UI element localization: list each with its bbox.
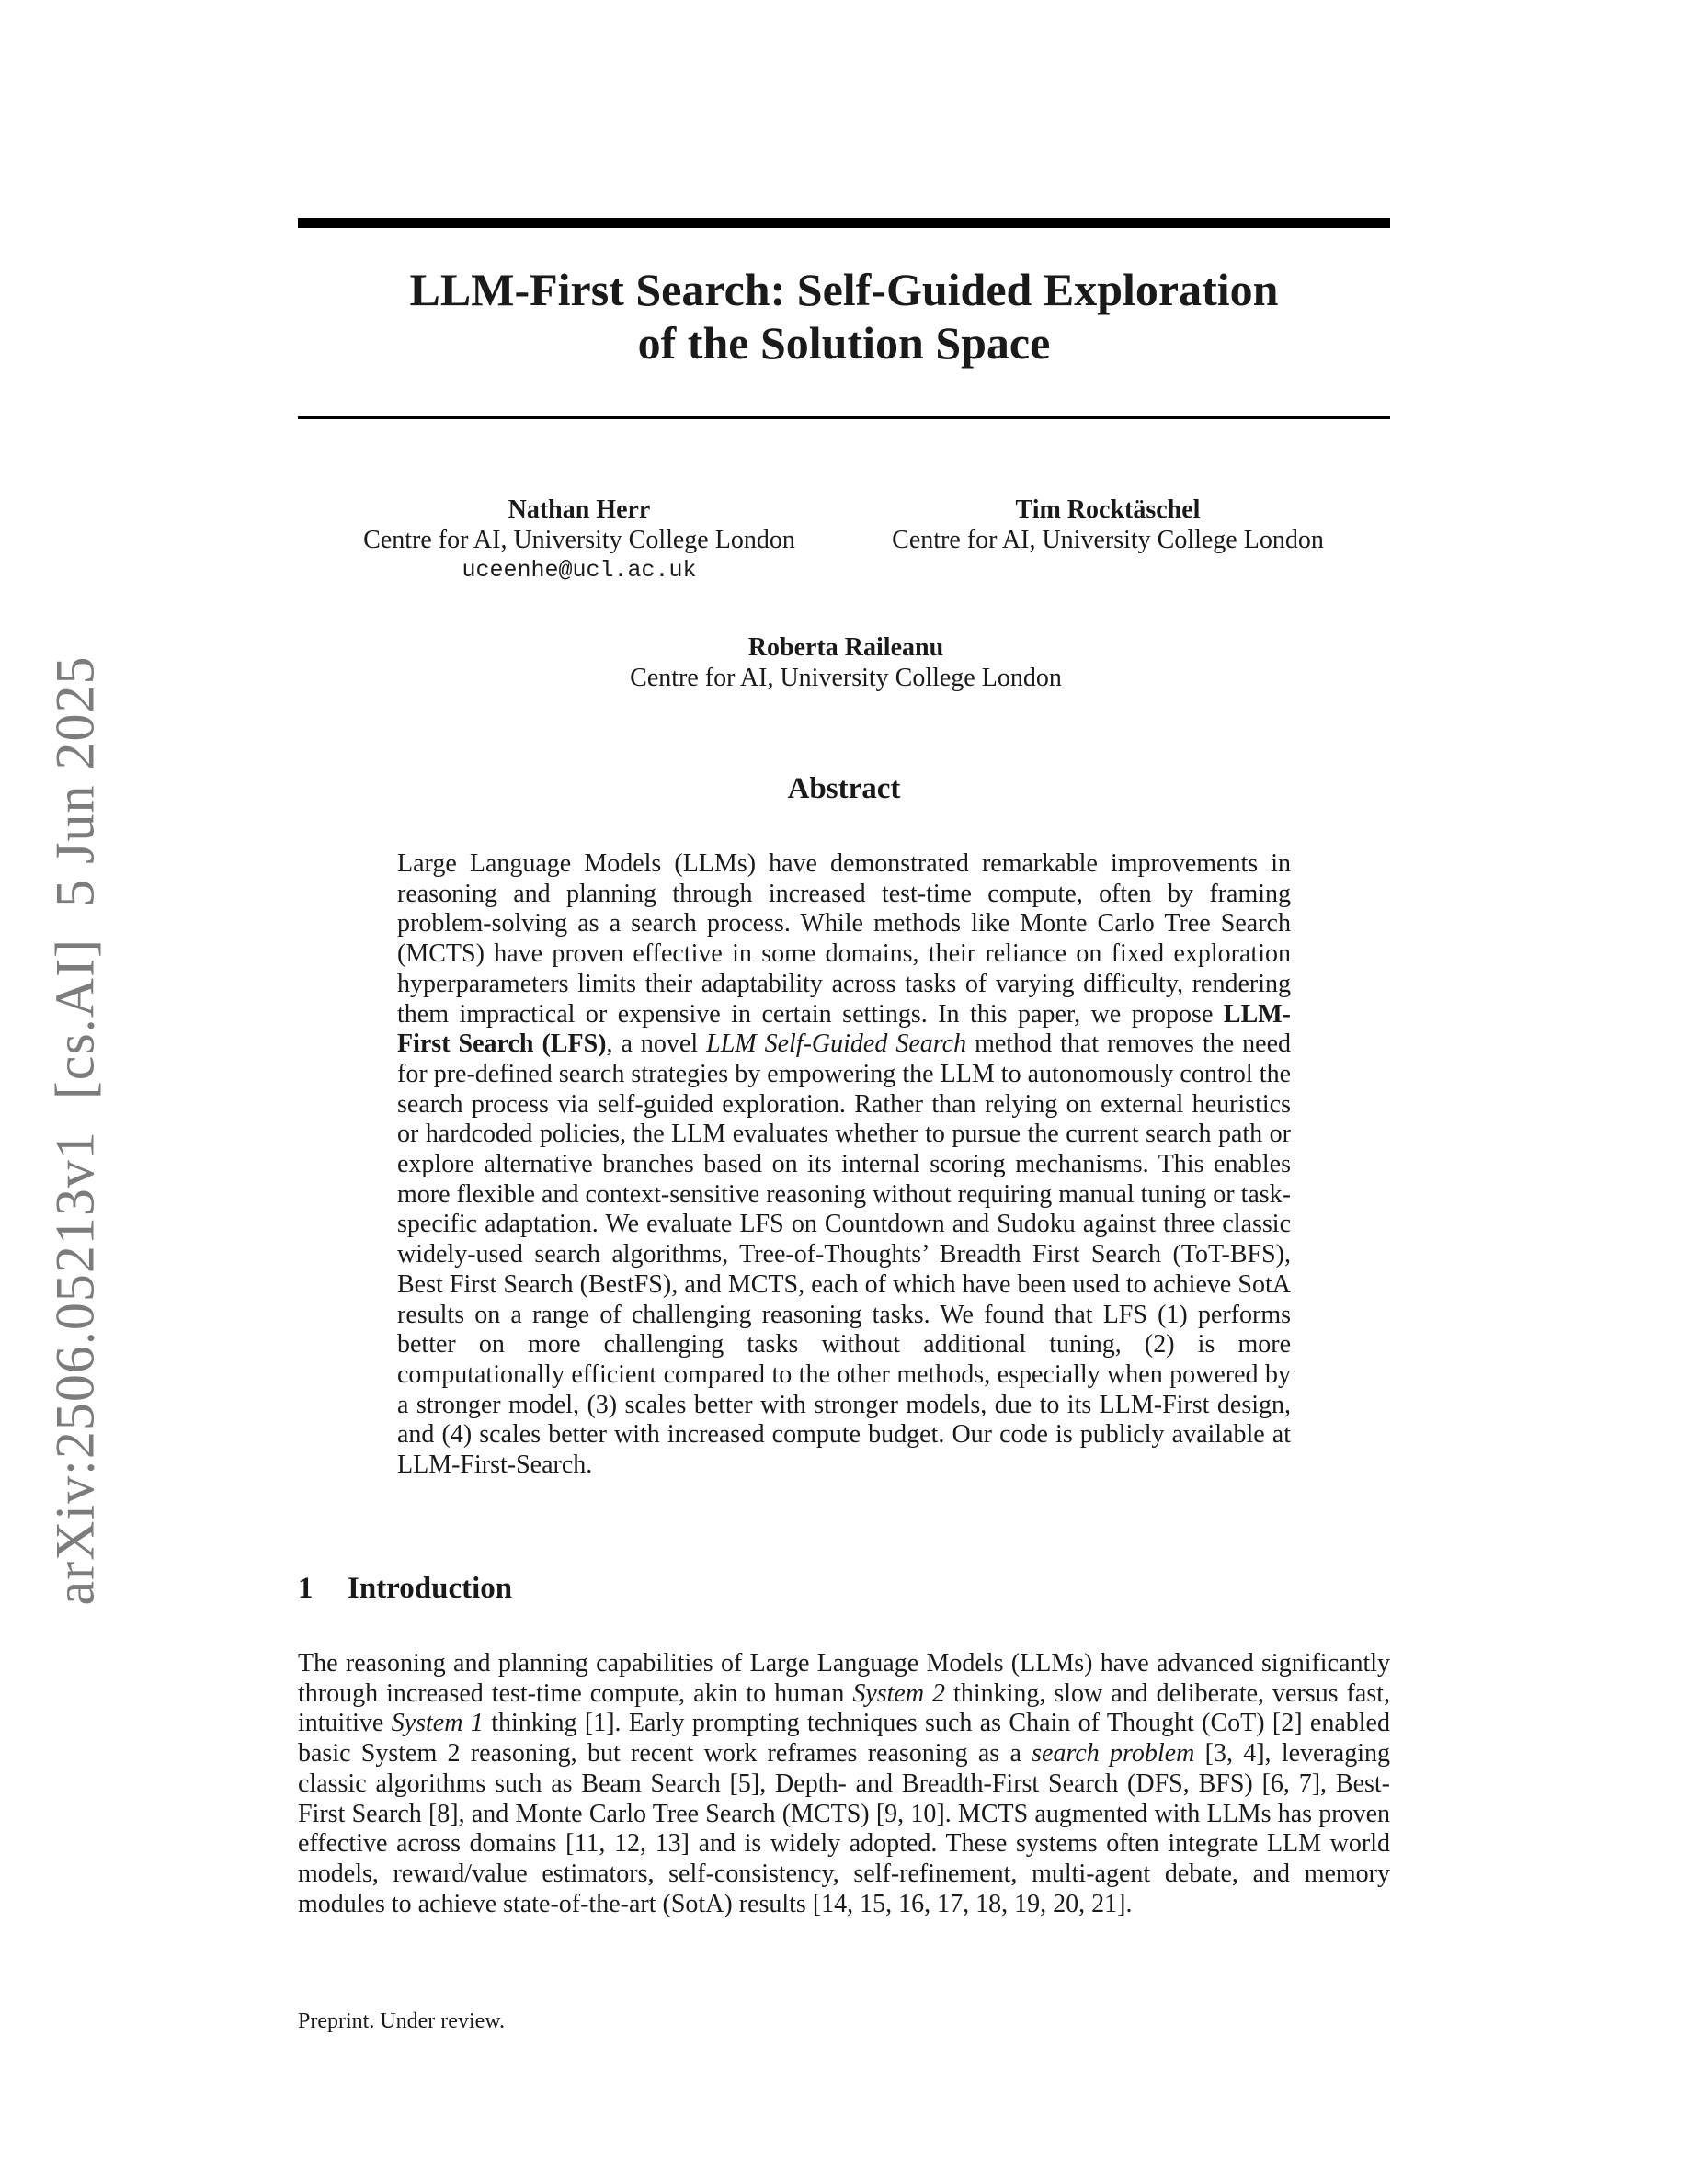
arxiv-category: [cs.AI] <box>44 938 106 1100</box>
arxiv-date: 5 Jun 2025 <box>44 655 106 907</box>
intro-italic-system2: System 2 <box>852 1678 946 1708</box>
title-top-rule <box>298 218 1390 228</box>
title-line-2: of the Solution Space <box>637 317 1051 369</box>
intro-italic-search-problem: search problem <box>1032 1739 1195 1769</box>
abstract-part-3: method that removes the need for pre-defined search strategies by empowering the LLM to autonomously control the search process via self-guided exploration. Rather than relying on external heuristics or hardcoded policies, the LLM evaluates whether to pursue the current search path or explore alternative branches based on its internal scoring mechanisms. This enables more flexible and context-sensitive reasoning without requiring manual tuning or task-specific adaptation. We evaluate LFS on Countdown and Sudoku against three classic widely-used search algorithms, Tree-of-Thoughts’ Breadth First Search (ToT-BFS), Best First Search (BestFS), and MCTS, each of which have been used to achieve SotA results on a range of challenging reasoning tasks. We found that LFS (1) performs better on more challenging tasks without additional tuning, (2) is more computationally efficient compared to the other methods, especially when powered by a stronger model, (3) scales better with stronger models, due to its LLM-First design, and (4) scales better with increased compute budget. Our code is publicly available at LLM-First-Search. <box>397 1029 1292 1480</box>
arxiv-id: arXiv:2506.05213v1 <box>44 1131 106 1606</box>
section-number: 1 <box>298 1572 314 1605</box>
section-title: Introduction <box>348 1572 513 1605</box>
preprint-footer: Preprint. Under review. <box>298 2009 506 2033</box>
author-name: Tim Rocktäschel <box>1015 495 1201 524</box>
author-affiliation: Centre for AI, University College London <box>363 526 795 554</box>
author-block-3 <box>570 632 1122 693</box>
title-line-1: LLM-First Search: Self-Guided Exploration <box>409 264 1279 315</box>
intro-part-3: thinking [1]. Early prompting techniques such as Chain of Thought (CoT) [2] enabled basic System 2 reasoning, but recent work reframes reasoning as a <box>298 1709 1390 1769</box>
arxiv-identifier-stamp <box>44 656 108 1606</box>
abstract-heading: Abstract <box>787 772 901 805</box>
abstract-text <box>397 849 1291 1481</box>
author-block-2 <box>846 495 1370 555</box>
author-block-1 <box>303 495 855 586</box>
intro-part-2: thinking, slow and deliberate, versus fast, intuitive <box>298 1678 1390 1738</box>
abstract-part-1: Large Language Models (LLMs) have demonstrated remarkable improvements in reasoning and planning through increased test-time compute, often by framing problem-solving as a search process. While methods like Monte Carlo Tree Search (MCTS) have proven effective in some domains, their reliance on fixed exploration hyperparameters limits their adaptability across tasks of varying difficulty, rendering them impractical or expensive in certain settings. In this paper, we propose <box>397 849 1291 1029</box>
author-name: Roberta Raileanu <box>747 633 944 662</box>
author-affiliation: Centre for AI, University College London <box>892 526 1324 554</box>
paper-title <box>298 263 1390 370</box>
section-heading-introduction <box>298 1570 1390 1607</box>
intro-italic-system1: System 1 <box>391 1709 484 1738</box>
intro-part-1: The reasoning and planning capabilities of Large Language Models (LLMs) have advanced significantly through increased test-time compute, akin to human <box>298 1649 1390 1708</box>
abstract-part-2: , a novel <box>606 1029 707 1059</box>
introduction-paragraph <box>298 1649 1390 1919</box>
author-name: Nathan Herr <box>508 495 651 524</box>
author-email: uceenhe@ucl.ac.uk <box>462 557 697 584</box>
author-affiliation: Centre for AI, University College London <box>630 664 1062 692</box>
method-description: LLM Self-Guided Search <box>706 1029 967 1059</box>
method-name: LLM-First Search (LFS) <box>397 999 1291 1059</box>
title-bottom-rule <box>298 416 1390 419</box>
intro-part-4: [3, 4], leveraging classic algorithms such as Beam Search [5], Depth- and Breadth-First Search (DFS, BFS) [6, 7], Best-First Search [8], and Monte Carlo Tree Search (MCTS) [9, 10]. MCTS augmented with LLMs has proven effective across domains [11, 12, 13] and is widely adopted. These systems often integrate LLM world models, reward/value estimators, self-consistency, self-refinement, multi-agent debate, and memory modules to achieve state-of-the-art (SotA) results [14, 15, 16, 17, 18, 19, 20, 21]. <box>298 1739 1390 1918</box>
